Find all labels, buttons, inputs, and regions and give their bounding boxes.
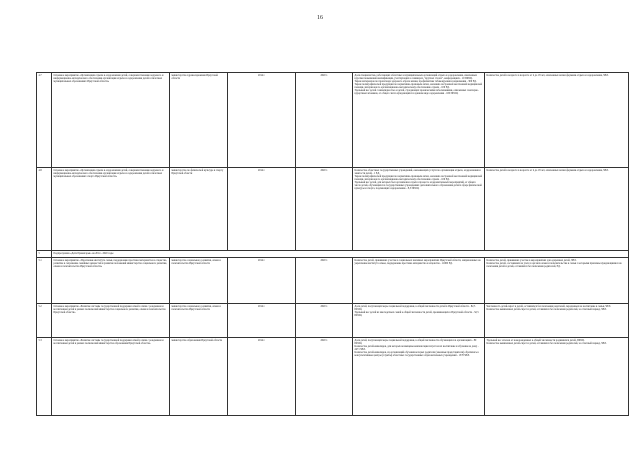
row-number: 5.1: [37, 258, 52, 304]
indicators-text: Доля специалистов, работающих областных и муниципальных организаций отдыха и оздоровления, охваченных курсами повышения квалификации, участвующих в семинарах, "круглых столах", конференциях - 10 ПРОЦ. Тираж материалов по пропаганде здорового образа жизни, профилактике табакокурения и наркомании - 300 ЕД. Тираж полиграфической продукции по нормативно-правовым актам, оказанию экстренной неотложной медицинской помощи, материалов по организационно-методическому обеспечению отдыха - 100 ЕД. Удельный вес детей с инвалидностью и детей, страдающих хроническими заболеваниями, охваченных санаторно-курортным лечением, от общего числа нуждающихся в данном виде оздоровления - 100 ПРОЦ.: [354, 74, 482, 96]
responsible-executor: министерство по физической культуре и спорту Иркутской области: [170, 168, 228, 251]
start-date: 2014 г.: [228, 73, 296, 168]
indicators: Доля детей, получающих меры социальной поддержки, к общей численности обучающихся в организациях - 80 ПРОЦ. Количество детей-инвалидов, для которых возмещены компенсации затрат на их воспитание и обучение на дому - 2471 ЧЕЛ. Количество детей-инвалидов, из организаций обучения которых родители (законные представители) обратились в консультативные центры (службы) областных государственных образовательных учреждений - 1370 ЧЕЛ.: [353, 338, 485, 416]
responsible-executor: министерство социального развития, опеки и попечительства Иркутской области: [170, 258, 228, 304]
target-results: Количество детей, принявших участие в мероприятиях для одаренных детей, ЧЕЛ. Количество детей, состоявших на учете в органах опеки и попечительства и семьи с которыми признаны нуждающимися на попечении детей и детей, оставшихся без попечения родителей, ЕД.: [485, 258, 629, 304]
target-results: Количество детей в возрасте в возрасте от 4 до 18 лет, охваченных всеми формами отдыха и оздоровления, ЧЕЛ.: [485, 168, 629, 251]
row-number: 5.3: [37, 338, 52, 416]
row-number: 4.8: [37, 168, 52, 251]
subprogram-title: Подпрограмма «Дети Приангарья» на 2014 - 2020 годы: [52, 251, 629, 258]
end-date: 2020 г.: [296, 304, 353, 338]
table-row: [37, 258, 629, 304]
row-number: 4.7: [37, 73, 52, 168]
start-date: 2014 г.: [228, 258, 296, 304]
row-number: 5.2: [37, 304, 52, 338]
indicators: Количество детей, принявших участие в социальных значимых мероприятиях Иркутской области, направленных на укрепление института семьи, поддержание престижа материнства и отцовства - 11000 ЕД.: [353, 258, 485, 304]
end-date: 2020 г.: [296, 338, 353, 416]
table-row: [37, 168, 629, 251]
end-date: 2020 г.: [296, 168, 353, 251]
indicators: Доля детей, получающих меры социальной поддержки, к общей численности детей в Иркутской области - 82,5 ПРОЦ. Удельный вес детей из многодетных семей к общей численности детей, проживающих в Иркутской области - 32,5 ПРОЦ.: [353, 304, 485, 338]
target-results: Удельный вес отказов от новорожденных к общей численности родившихся детей, ПРОЦ. Количество выявленных детей-сирот и детей, оставшихся без попечения родителей, за отчетный период, ЧЕЛ.: [485, 338, 629, 416]
indicators: Количество областных государственных учреждений, оказывающих услуги по организации отдыха, оздоровления и занятости детей - 1 ЕД. Тираж полиграфической продукции по нормативно-правовым актам, оказанию экстренной неотложной медицинской помощи, материалов по организационно-методическому обеспечению отдыха - 100 ЕД. Удельный вес детей, для которых был организован отдых в процессе оздоровительных мероприятий, от общего числа детей, обучающихся в государственных учреждениях дополнительного образования детей в сфере физической культуры и спорта, подлежащих оздоровлению - 8,3 ПРОЦ.: [353, 168, 485, 251]
row-number: 5: [37, 251, 52, 258]
responsible-executor: министерство здравоохранения Иркутской области: [170, 73, 228, 168]
start-date: 2014 г.: [228, 338, 296, 416]
end-date: 2020 г.: [296, 73, 353, 168]
event-name: Основное мероприятие «Развитие системы государственной поддержки семей в связи с рождением и воспитанием детей в рамках полномочий министерства социального развития, опеки и попечительства Иркутской области»: [52, 304, 170, 338]
start-date: 2014 г.: [228, 304, 296, 338]
indicators: [353, 73, 485, 168]
page-number: 16: [317, 15, 323, 21]
responsible-executor: министерство социального развития, опеки и попечительства Иркутской области: [170, 304, 228, 338]
table-row: [37, 338, 629, 416]
event-name: Основное мероприятие «Укрепление института семьи, поддержание престижа материнства и отцовства, развитие и сохранение семейных ценностей и развитие положений министерства социального развития, опеки и попечительства Иркутской области»: [52, 258, 170, 304]
start-date: 2014 г.: [228, 168, 296, 251]
table-row: [37, 304, 629, 338]
target-results: Количество детей в возрасте в возрасте от 4 до 18 лет, охваченных всеми формами отдыха и оздоровления, ЧЕЛ.: [485, 73, 629, 168]
subprogram-row: [37, 251, 629, 258]
event-name: Основное мероприятие «Организация отдыха и оздоровления детей, совершенствование кадрового и информационно-методического обеспечения организации отдыха и оздоровления детей в пилотных муниципальных образованиях Иркутской области»: [52, 73, 170, 168]
end-date: 2020 г.: [296, 258, 353, 304]
target-results: Численность детей-сирот и детей, оставшихся без попечения родителей, переданных на воспитание в семьи, ЧЕЛ. Количество выявленных детей-сирот и детей, оставшихся без попечения родителей, за отчетный период, ЧЕЛ.: [485, 304, 629, 338]
responsible-executor: министерство образования Иркутской области: [170, 338, 228, 416]
event-name: Основное мероприятие «Организация отдыха и оздоровления детей, совершенствование кадрового и информационно-методического обеспечения организации отдыха и оздоровления детей в пилотных муниципальных образованиях спорта Иркутской области»: [52, 168, 170, 251]
table-row: [37, 73, 629, 168]
program-events-table: [36, 72, 629, 416]
event-name: Основное мероприятие «Развитие системы государственной поддержки семей в связи с рождением и воспитанием детей в рамках полномочий министерства образования Иркутской области»: [52, 338, 170, 416]
